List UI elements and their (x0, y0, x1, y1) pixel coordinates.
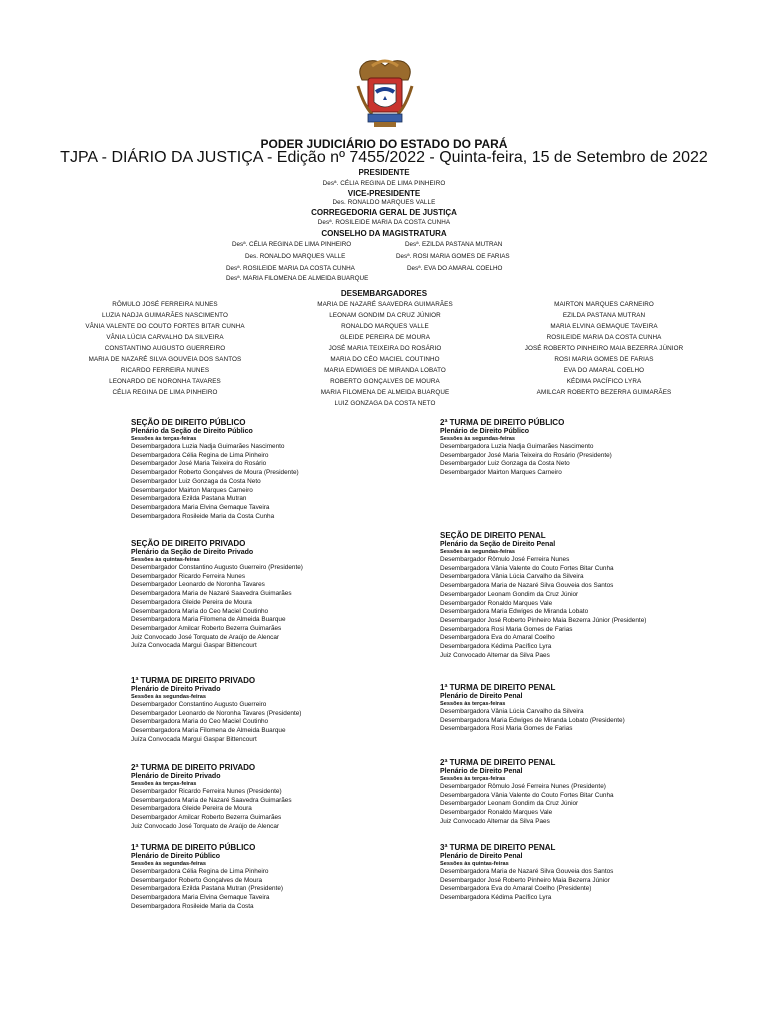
plenary-subtitle: Plenário da Seção de Direito Público (131, 428, 253, 435)
edition-title: TJPA - DIÁRIO DA JUSTIÇA - Edição nº 7455/2022 - Quinta-feira, 15 de Setembro de 2022 (60, 149, 708, 166)
corregedoria-title: CORREGEDORIA GERAL DE JUSTIÇA (311, 208, 457, 217)
section-heading: 2ª TURMA DE DIREITO PRIVADO (131, 763, 256, 772)
member-name: Desembargadora Célia Regina de Lima Pinheiro (131, 868, 269, 875)
member-name: Desembargadora Maria Elvina Gemaque Taveira (131, 503, 270, 511)
member-name: Desembargadora Kédima Pacífico Lyra (440, 894, 552, 902)
conselho-member: Desª. EZILDA PASTANA MUTRAN (405, 241, 503, 248)
section-block (440, 683, 740, 734)
conselho-member: Desª. ROSILEIDE MARIA DA COSTA CUNHA (226, 265, 355, 272)
member-name: Desembargador José Roberto Pinheiro Maia Bezerra Júnior (440, 876, 610, 884)
member-name: Desembargador Ricardo Ferreira Nunes (131, 572, 246, 580)
session-schedule: Sessões às quintas-feiras (131, 557, 200, 563)
member-name: Desembargador Amilcar Roberto Bezerra Guimarães (131, 624, 282, 632)
member-name: Desembargador José Roberto Pinheiro Maia Bezerra Júnior (Presidente) (440, 616, 647, 624)
member-name: Juiz Convocado José Torquato de Araújo de Alencar (131, 633, 280, 641)
plenary-subtitle: Plenário de Direito Público (440, 428, 530, 435)
member-name: Desembargadora Maria de Nazaré Saavedra Guimarães (131, 590, 292, 598)
member-name: Desembargador Luiz Gonzaga da Costa Neto (131, 477, 261, 485)
member-name: Desembargador Mairton Marques Carneiro (440, 469, 562, 477)
section-block (440, 843, 740, 903)
desembargador-name: RÔMULO JOSÉ FERREIRA NUNES (112, 301, 218, 308)
member-name: Desembargadora Rosi Maria Gomes de Farias (440, 625, 573, 633)
conselho-title: CONSELHO DA MAGISTRATURA (321, 229, 447, 238)
section-heading: 2ª TURMA DE DIREITO PÚBLICO (440, 418, 565, 427)
plenary-subtitle: Plenário de Direito Penal (440, 853, 523, 860)
desembargadores-title: DESEMBARGADORES (340, 289, 428, 298)
section-heading: 1ª TURMA DE DIREITO PÚBLICO (131, 843, 256, 852)
member-name: Desembargador Mairton Marques Carneiro (131, 486, 253, 494)
member-name: Desembargador Rômulo José Ferreira Nunes (440, 556, 570, 563)
plenary-subtitle: Plenário de Direito Privado (131, 773, 221, 780)
conselho-member: Desª. ROSI MARIA GOMES DE FARIAS (396, 253, 510, 260)
desembargador-name: LUIZ GONZAGA DA COSTA NETO (334, 400, 436, 407)
member-name: Desembargadora Maria de Nazaré Silva Gouveia dos Santos (440, 582, 614, 590)
member-name: Desembargador Leonam Gondim da Cruz Júnior (440, 800, 579, 808)
conselho-member: Desª. CÉLIA REGINA DE LIMA PINHEIRO (232, 241, 352, 248)
desembargador-name: MARIA EDWIGES DE MIRANDA LOBATO (324, 367, 446, 374)
conselho-member: Desª. MARIA FILOMENA DE ALMEIDA BUARQUE (226, 275, 369, 282)
desembargador-name: MARIA DE NAZARÉ SAAVEDRA GUIMARÃES (317, 301, 453, 308)
desembargador-name: CÉLIA REGINA DE LIMA PINHEIRO (112, 389, 218, 396)
session-schedule: Sessões às segundas-feiras (131, 861, 206, 867)
president-name: Desª. CÉLIA REGINA DE LIMA PINHEIRO (322, 180, 446, 187)
desembargador-name: AMILCAR ROBERTO BEZERRA GUIMARÃES (536, 389, 672, 396)
member-name: Desembargadora Maria Edwiges de Miranda Lobato (440, 608, 589, 616)
plenary-subtitle: Plenário da Seção de Direito Penal (440, 541, 556, 548)
desembargador-name: LEONARDO DE NORONHA TAVARES (109, 378, 221, 385)
member-name: Desembargador Roberto Gonçalves de Moura (Presidente) (131, 469, 299, 477)
desembargadores-column-1 (37, 299, 293, 398)
desembargador-name: ROBERTO GONÇALVES DE MOURA (330, 378, 440, 385)
member-name: Desembargador Ronaldo Marques Vale (440, 809, 553, 817)
session-schedule: Sessões às segundas-feiras (440, 549, 515, 555)
member-name: Desembargadora Maria do Ceo Maciel Coutinho (131, 718, 269, 726)
member-name: Desembargadora Maria de Nazaré Saavedra Guimarães (131, 796, 292, 804)
member-name: Juiz Convocado Altemar da Silva Paes (440, 651, 550, 659)
plenary-subtitle: Plenário de Direito Público (131, 853, 221, 860)
desembargador-name: MARIA ELVINA GEMAQUE TAVEIRA (550, 323, 658, 330)
desembargador-name: VÂNIA VALENTE DO COUTO FORTES BITAR CUNHA (85, 323, 245, 330)
member-name: Desembargadora Maria Edwiges de Miranda Lobato (Presidente) (440, 716, 625, 724)
desembargador-name: MARIA DE NAZARÉ SILVA GOUVEIA DOS SANTOS (88, 356, 242, 363)
member-name: Desembargador Constantino Augusto Guerreiro (Presidente) (131, 564, 303, 571)
session-schedule: Sessões às segundas-feiras (440, 436, 515, 442)
conselho-member: Des. RONALDO MARQUES VALLE (245, 253, 346, 260)
session-schedule: Sessões às terças-feiras (131, 436, 197, 442)
desembargador-name: KÉDIMA PACÍFICO LYRA (566, 378, 642, 385)
desembargadores-column-2 (257, 299, 513, 409)
section-block (131, 539, 431, 651)
desembargador-name: RONALDO MARQUES VALLE (341, 323, 429, 330)
member-name: Desembargadora Maria do Ceo Maciel Coutinho (131, 607, 269, 615)
plenary-subtitle: Plenário da Seção de Direito Privado (131, 549, 254, 556)
desembargador-name: MARIA DO CÉO MACIEL COUTINHO (330, 356, 440, 363)
member-name: Desembargadora Maria Filomena de Almeida Buarque (131, 727, 286, 735)
coat-of-arms-logo (354, 56, 416, 130)
member-name: Desembargadora Rosileide Maria da Costa (131, 902, 254, 910)
section-heading: SEÇÃO DE DIREITO PÚBLICO (131, 418, 246, 427)
desembargador-name: MAIRTON MARQUES CARNEIRO (554, 301, 654, 308)
vice-president-title: VICE-PRESIDENTE (347, 189, 421, 198)
member-name: Desembargadora Eva do Amaral Coelho (Presidente) (440, 885, 592, 893)
desembargador-name: JOSÉ MARIA TEIXEIRA DO ROSÁRIO (328, 345, 442, 352)
session-schedule: Sessões às terças-feiras (440, 776, 506, 782)
member-name: Desembargador Ronaldo Marques Vale (440, 599, 553, 607)
section-heading: 1ª TURMA DE DIREITO PENAL (440, 683, 556, 692)
desembargador-name: GLEIDE PEREIRA DE MOURA (339, 334, 431, 341)
desembargador-name: CONSTANTINO AUGUSTO GUERREIRO (104, 345, 226, 352)
member-name: Desembargador Roberto Gonçalves de Moura (131, 876, 263, 884)
member-name: Desembargadora Vânia Valente do Couto Fortes Bitar Cunha (440, 791, 614, 799)
member-name: Desembargadora Maria Filomena de Almeida Buarque (131, 616, 286, 624)
member-name: Desembargador José Maria Teixeira do Rosário (Presidente) (440, 451, 612, 459)
session-schedule: Sessões às terças-feiras (440, 701, 506, 707)
section-heading: SEÇÃO DE DIREITO PRIVADO (131, 539, 246, 548)
desembargador-name: ROSILEIDE MARIA DA COSTA CUNHA (546, 334, 662, 341)
member-name: Desembargador Rômulo José Ferreira Nunes (Presidente) (440, 783, 606, 790)
section-block (131, 418, 431, 521)
member-name: Desembargador Constantino Augusto Guerreiro (131, 701, 267, 708)
desembargador-name: JOSÉ ROBERTO PINHEIRO MAIA BEZERRA JÚNIOR (524, 345, 684, 352)
session-schedule: Sessões às quintas-feiras (440, 861, 509, 867)
conselho-member: Desª. EVA DO AMARAL COELHO (407, 265, 503, 272)
member-name: Desembargadora Vânia Valente do Couto Fortes Bitar Cunha (440, 564, 614, 572)
member-name: Desembargadora Rosi Maria Gomes de Farias (440, 725, 573, 733)
section-block (131, 763, 431, 832)
desembargador-name: MARIA FILOMENA DE ALMEIDA BUARQUE (320, 389, 450, 396)
corregedoria-name: Desª. ROSILEIDE MARIA DA COSTA CUNHA (317, 219, 451, 226)
court-name: PODER JUDICIÁRIO DO ESTADO DO PARÁ (260, 137, 508, 151)
section-block (440, 418, 740, 478)
section-block (131, 843, 431, 912)
member-name: Juiz Convocado José Torquato de Araújo de Alencar (131, 822, 280, 830)
member-name: Juíza Convocada Margui Gaspar Bittencourt (131, 642, 257, 650)
desembargadores-column-3 (476, 299, 732, 398)
member-name: Desembargadora Ezilda Pastana Mutran (Presidente) (131, 885, 284, 893)
member-name: Desembargadora Ezilda Pastana Mutran (131, 495, 247, 503)
member-name: Desembargador José Maria Teixeira do Rosário (131, 460, 267, 468)
member-name: Desembargador Amilcar Roberto Bezerra Guimarães (131, 814, 282, 822)
section-heading: 1ª TURMA DE DIREITO PRIVADO (131, 676, 256, 685)
member-name: Juíza Convocada Margui Gaspar Bittencourt (131, 735, 257, 743)
member-name: Desembargadora Eva do Amaral Coelho (440, 634, 555, 642)
member-name: Desembargadora Vânia Lúcia Carvalho da Silveira (440, 573, 584, 581)
president-title: PRESIDENTE (358, 168, 410, 177)
member-name: Desembargador Leonardo de Noronha Tavares (131, 581, 265, 589)
member-name: Desembargadora Maria Elvina Gemaque Taveira (131, 894, 270, 902)
member-name: Desembargadora Célia Regina de Lima Pinheiro (131, 451, 269, 459)
plenary-subtitle: Plenário de Direito Privado (131, 686, 221, 693)
member-name: Desembargadora Kédima Pacífico Lyra (440, 643, 552, 651)
member-name: Desembargadora Maria de Nazaré Silva Gouveia dos Santos (440, 868, 614, 875)
session-schedule: Sessões às terças-feiras (131, 781, 197, 787)
member-name: Desembargadora Rosileide Maria da Costa Cunha (131, 512, 275, 520)
plenary-subtitle: Plenário de Direito Penal (440, 693, 523, 700)
section-heading: SEÇÃO DE DIREITO PENAL (440, 531, 546, 540)
member-name: Desembargador Luiz Gonzaga da Costa Neto (440, 460, 570, 468)
member-name: Juiz Convocado Altemar da Silva Paes (440, 817, 550, 825)
section-heading: 2ª TURMA DE DIREITO PENAL (440, 758, 556, 767)
vice-president-name: Des. RONALDO MARQUES VALLE (332, 199, 436, 206)
desembargador-name: LUZIA NADJA GUIMARÃES NASCIMENTO (102, 312, 228, 319)
desembargador-name: RICARDO FERREIRA NUNES (120, 367, 210, 374)
section-block (440, 758, 740, 827)
member-name: Desembargador Leonardo de Noronha Tavares (Presidente) (131, 709, 302, 717)
desembargador-name: EZILDA PASTANA MUTRAN (562, 312, 646, 319)
section-heading: 3ª TURMA DE DIREITO PENAL (440, 843, 556, 852)
session-schedule: Sessões às segundas-feiras (131, 694, 206, 700)
plenary-subtitle: Plenário de Direito Penal (440, 768, 523, 775)
member-name: Desembargadora Luzia Nadja Guimarães Nascimento (131, 443, 285, 450)
desembargador-name: VÂNIA LÚCIA CARVALHO DA SILVEIRA (106, 334, 224, 341)
member-name: Desembargadora Gleide Pereira de Moura (131, 598, 252, 606)
member-name: Desembargadora Gleide Pereira de Moura (131, 805, 252, 813)
member-name: Desembargadora Luzia Nadja Guimarães Nascimento (440, 443, 594, 450)
desembargador-name: EVA DO AMARAL COELHO (563, 367, 645, 374)
member-name: Desembargadora Vânia Lúcia Carvalho da Silveira (440, 708, 584, 715)
desembargador-name: LEONAM GONDIM DA CRUZ JÚNIOR (329, 312, 441, 319)
section-block (440, 531, 740, 660)
member-name: Desembargador Ricardo Ferreira Nunes (Presidente) (131, 788, 282, 795)
desembargador-name: ROSI MARIA GOMES DE FARIAS (554, 356, 654, 363)
section-block (131, 676, 431, 745)
member-name: Desembargador Leonam Gondim da Cruz Júnior (440, 590, 579, 598)
